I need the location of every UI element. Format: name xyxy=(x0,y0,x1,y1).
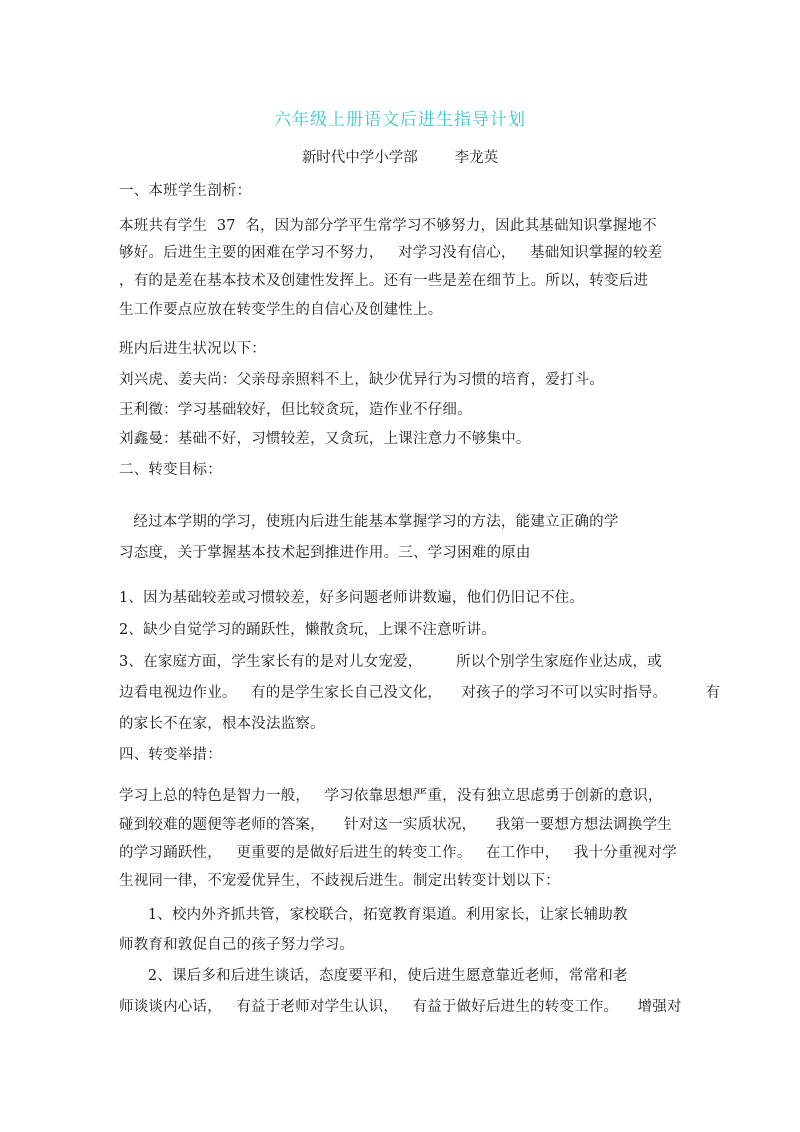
list-item: 2、缺少自觉学习的踊跃性，懒散贪玩，上课不注意听讲。 xyxy=(119,622,496,638)
paragraph-line: 够好。后进生主要的困难在学习不努力， 对学习没有信心， 基础知识掌握的较差 xyxy=(119,245,663,261)
list-item: 1、校内外齐抓共管，家校联合，拓宽教育渠道。利用家长，让家长辅助教 xyxy=(119,907,628,923)
section-heading-4: 四、转变举措： xyxy=(119,747,222,763)
paragraph-line: 生视同一律，不宠爱优异生，不歧视后进生。制定出转变计划以下： xyxy=(119,873,560,889)
list-item: 3、在家庭方面，学生家长有的是对儿女宠爱， 所以个别学生家庭作业达成，或 xyxy=(119,654,662,670)
section-heading-1: 一、本班学生剖析： xyxy=(119,183,252,199)
paragraph-line: 碰到较难的题便等老师的答案， 针对这一实质状况， 我第一要想方想法调换学生 xyxy=(119,817,672,833)
document-title: 六年级上册语文后进生指导计划 xyxy=(274,110,526,130)
paragraph-line: 师教育和敦促自己的孩子努力学习。 xyxy=(119,937,355,953)
paragraph-line: 师谈谈内心话， 有益于老师对学生认识， 有益于做好后进生的转变工作。 增强对 xyxy=(119,999,682,1015)
paragraph-line: 经过本学期的学习，使班内后进生能基本掌握学习的方法，能建立正确的学 xyxy=(119,514,619,530)
paragraph-line: 习态度，关于掌握基本技术起到推进作用。三、学习困难的原由 xyxy=(119,545,531,561)
paragraph-line: 边看电视边作业。 有的是学生家长自己没文化， 对孩子的学习不可以实时指导。 有 xyxy=(119,685,721,701)
list-item: 2、课后多和后进生谈话，态度要平和，使后进生愿意靠近老师，常常和老 xyxy=(119,968,628,984)
paragraph-line: 刘鑫曼：基础不好，习惯较差，又贪玩，上课注意力不够集中。 xyxy=(119,431,531,447)
paragraph-line: 刘兴虎、姜夫尚：父亲母亲照料不上，缺少优异行为习惯的培育，爱打斗。 xyxy=(119,372,605,388)
paragraph-line: 班内后进生状况以下： xyxy=(119,341,266,357)
paragraph-line: 生工作要点应放在转变学生的自信心及创建性上。 xyxy=(119,302,443,318)
paragraph-line: 的家长不在家，根本没法监察。 xyxy=(119,716,325,732)
document-subtitle: 新时代中学小学部 李龙英 xyxy=(301,150,499,166)
paragraph-line: 本班共有学生 37 名，因为部分学平生常学习不够努力，因此其基础知识掌握地不 xyxy=(119,218,657,234)
paragraph-line: 王利徵：学习基础较好，但比较贪玩，造作业不仔细。 xyxy=(119,402,472,418)
paragraph-line: 学习上总的特色是智力一般， 学习依靠思想严重，没有独立思虑勇于创新的意识， xyxy=(119,788,663,804)
paragraph-line: 的学习踊跃性， 更重要的是做好后进生的转变工作。 在工作中， 我十分重视对学 xyxy=(119,845,677,861)
paragraph-line: ，有的是差在基本技术及创建性发挥上。还有一些是差在细节上。所以，转变后进 xyxy=(119,273,649,289)
list-item: 1、因为基础较差或习惯较差，好多问题老师讲数遍，他们仍旧记不住。 xyxy=(119,590,585,606)
section-heading-2: 二、转变目标： xyxy=(119,462,222,478)
